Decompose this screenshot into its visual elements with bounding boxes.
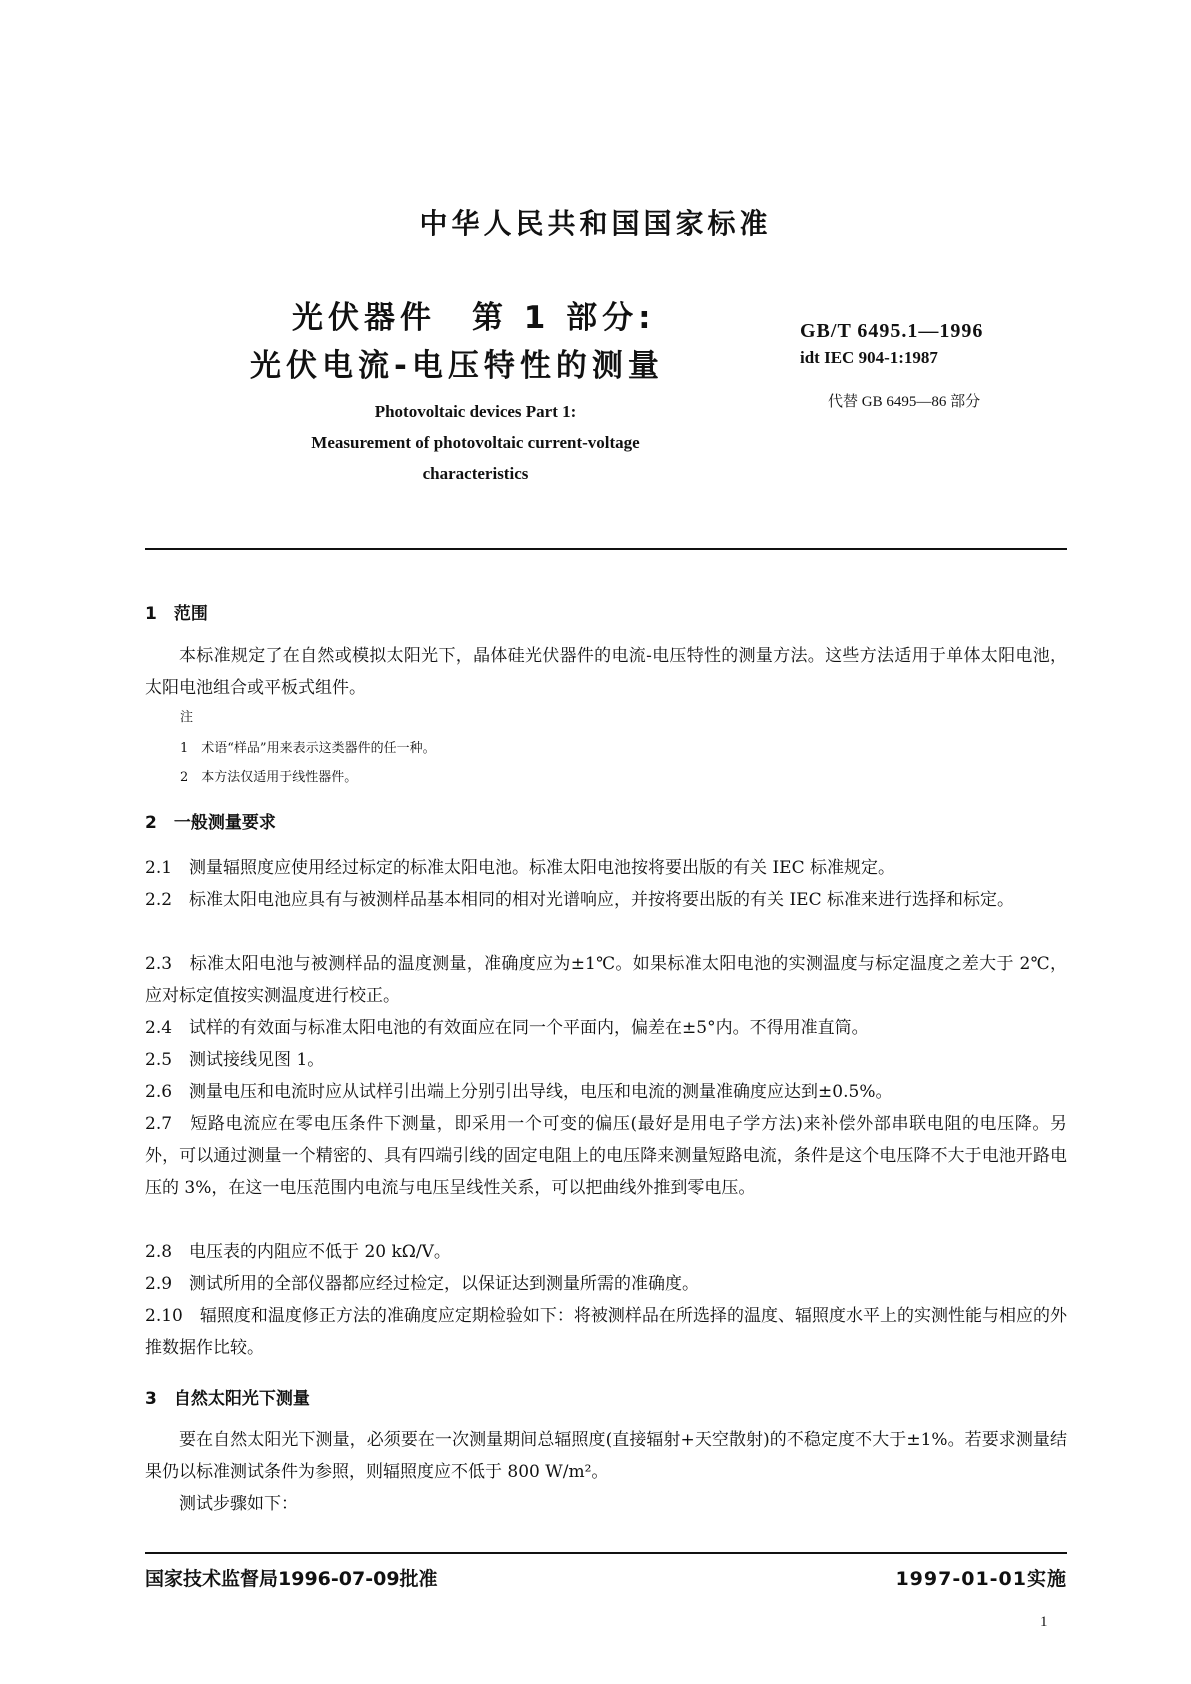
title-en-line1: Photovoltaic devices Part 1: [374, 402, 577, 421]
clause-2-4: 2.4 试样的有效面与标准太阳电池的有效面应在同一个平面内，偏差在±5°内。不得用准直筒。 [145, 1018, 869, 1038]
idt-reference: idt IEC 904-1:1987 [800, 348, 938, 367]
note-2: 2 本方法仅适用于线性器件。 [180, 770, 358, 785]
national-standard-heading: 中华人民共和国国家标准 [419, 207, 772, 240]
clause-2-8: 2.8 电压表的内阻应不低于 20 kΩ/V。 [145, 1242, 451, 1262]
note-label: 注 [180, 710, 194, 725]
clause-2-7: 2.7 短路电流应在零电压条件下测量，即采用一个可变的偏压(最好是用电子学方法)来补偿外部串联电阻的电压降。另外，可以通过测量一个精密的、具有四端引线的固定电阻上的电压降来测量短路电流，条件是这个电压降不大于电池开路电压的 3%，在这一电压范围内电流与电压呈线性关系，可以把曲线外推到零电压。 [145, 1114, 1067, 1198]
note-1: 1 术语“样品”用来表示这类器件的任一种。 [180, 741, 436, 756]
title-cn-line1: 光伏器件 第 1 部分: [292, 300, 656, 336]
clause-2-9: 2.9 测试所用的全部仪器都应经过检定，以保证达到测量所需的准确度。 [145, 1274, 700, 1294]
replaces-note: 代替 GB 6495—86 部分 [828, 394, 981, 410]
section-1-paragraph: 本标准规定了在自然或模拟太阳光下，晶体硅光伏器件的电流-电压特性的测量方法。这些方法适用于单体太阳电池，太阳电池组合或平板式组件。 [145, 646, 1067, 698]
page-number: 1 [1040, 1614, 1048, 1630]
section-3-paragraph: 要在自然太阳光下测量，必须要在一次测量期间总辐照度(直接辐射+天空散射)的不稳定度不大于±1%。若要求测量结果仍以标准测试条件为参照，则辐照度应不低于 800 W/m²。 [145, 1430, 1067, 1482]
header-divider [145, 548, 1067, 550]
title-en-line2: Measurement of photovoltaic current-voltage [311, 433, 640, 452]
footer-divider [145, 1552, 1067, 1554]
section-3-heading: 3 自然太阳光下测量 [145, 1389, 310, 1409]
clause-2-6: 2.6 测量电压和电流时应从试样引出端上分别引出导线，电压和电流的测量准确度应达到±0.5%。 [145, 1082, 893, 1102]
clause-2-10: 2.10 辐照度和温度修正方法的准确度应定期检验如下：将被测样品在所选择的温度、辐照度水平上的实测性能与相应的外推数据作比较。 [145, 1306, 1067, 1358]
implementation-date: 1997-01-01实施 [895, 1568, 1067, 1590]
section-2-heading: 2 一般测量要求 [145, 813, 276, 833]
clause-2-3: 2.3 标准太阳电池与被测样品的温度测量，准确度应为±1℃。如果标准太阳电池的实测温度与标定温度之差大于 2℃，应对标定值按实测温度进行校正。 [145, 954, 1067, 1006]
approval-date: 国家技术监督局1996-07-09批准 [145, 1568, 438, 1590]
title-en-line3: characteristics [422, 464, 529, 483]
standard-code: GB/T 6495.1—1996 [800, 320, 984, 342]
clause-2-1: 2.1 测量辐照度应使用经过标定的标准太阳电池。标准太阳电池按将要出版的有关 IEC 标准规定。 [145, 858, 895, 878]
clause-2-2: 2.2 标准太阳电池应具有与被测样品基本相同的相对光谱响应，并按将要出版的有关 IEC 标准来进行选择和标定。 [145, 890, 1014, 910]
section-3-steps-intro: 测试步骤如下： [179, 1494, 298, 1514]
clause-2-5: 2.5 测试接线见图 1。 [145, 1050, 325, 1070]
section-1-heading: 1 范围 [145, 604, 208, 624]
title-cn-line2: 光伏电流-电压特性的测量 [250, 348, 664, 384]
